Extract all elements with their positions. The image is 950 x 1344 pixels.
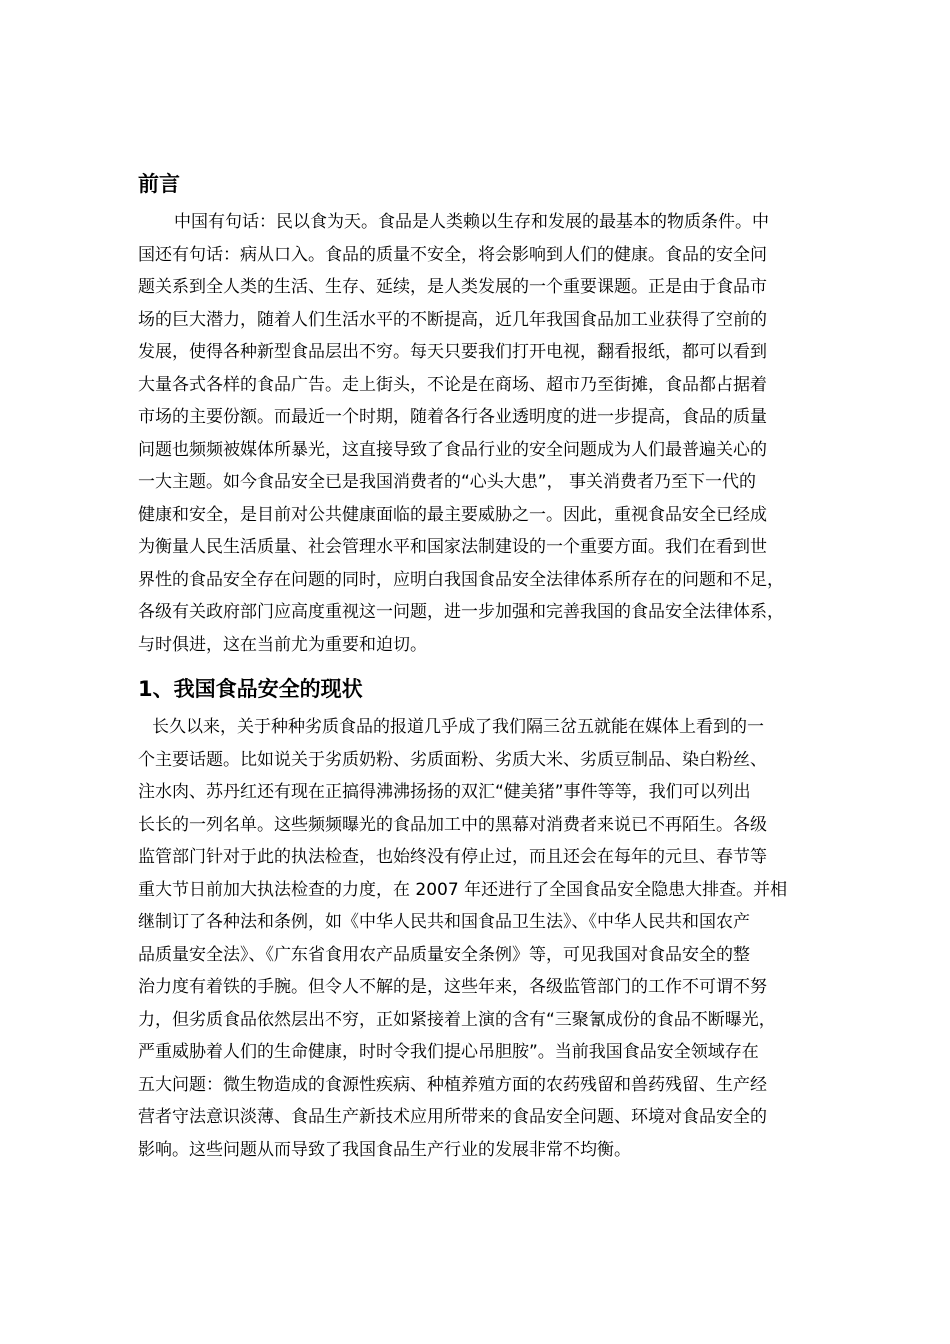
text-line: 治力度有着铁的手腕。但令人不解的是，这些年来，各级监管部门的工作不可谓不努 [138,977,767,997]
text-line: 场的巨大潜力，随着人们生活水平的不断提高，近几年我国食品加工业获得了空前的 [138,309,767,330]
text-line: 市场的主要份额。而最近一个时期，随着各行各业透明度的进一步提高，食品的质量 [138,407,767,427]
text-line: 与时俱进，这在当前尤为重要和迫切。 [138,634,427,655]
text-line: 国还有句话：病从口入。食品的质量不安全，将会影响到人们的健康。食品的安全问 [138,244,767,265]
text-line: 为衡量人民生活质量、社会管理水平和国家法制建设的一个重要方面。我们在看到世 [138,537,767,557]
text-line: 界性的食品安全存在问题的同时，应明白我国食品安全法律体系所存在的问题和不足， [138,569,784,590]
text-line: 题关系到全人类的生活、生存、延续，是人类发展的一个重要课题。正是由于食品市 [138,277,767,297]
text-line: 大量各式各样的食品广告。走上街头，不论是在商场、超市乃至街摊，食品都占据着 [138,374,767,395]
text-line: 力，但劣质食品依然层出不穷，正如紧接着上演的含有“三聚氰成份的食品不断曝光， [138,1009,776,1030]
text-line: 五大问题：微生物造成的食源性疾病、种植养殖方面的农药残留和兽药残留、生产经 [138,1074,767,1095]
text-line: 营者守法意识淡薄、食品生产新技术应用所带来的食品安全问题、环境对食品安全的 [138,1107,767,1127]
section-heading-preface: 前言 [138,172,180,196]
text-line: 健康和安全，是目前对公共健康面临的最主要威胁之一。因此，重视食品安全已经成 [138,504,767,525]
text-line: 严重威胁着人们的生命健康，时时令我们提心吊胆胺”。当前我国食品安全领域存在 [138,1042,759,1062]
text-line: 品质量安全法》、《广东省食用农产品质量安全条例》等，可见我国对食品安全的整 [138,944,750,965]
text-line: 重大节日前加大执法检查的力度，在 2007 年还进行了全国食品安全隐患大排查。并相 [138,879,788,900]
text-line: 个主要话题。比如说关于劣质奶粉、劣质面粉、劣质大米、劣质豆制品、染白粉丝、 [138,749,767,770]
text-line: 影响。这些问题从而导致了我国食品生产行业的发展非常不均衡。 [138,1139,631,1160]
document-body [138,168,858,1166]
text-line: 注水肉、苏丹红还有现在正搞得沸沸扬扬的双汇“健美猪”事件等等，我们可以列出 [138,782,751,802]
text-line: 继制订了各种法和条例，如《中华人民共和国食品卫生法》、《中华人民共和国农产 [138,912,750,932]
text-line: 各级有关政府部门应高度重视这一问题，进一步加强和完善我国的食品安全法律体系， [138,602,784,622]
text-line: 长久以来，关于种种劣质食品的报道几乎成了我们隔三岔五就能在媒体上看到的一 [152,717,764,737]
status-paragraph [138,711,858,1166]
text-line: 长长的一列名单。这些频频曝光的食品加工中的黑幕对消费者来说已不再陌生。各级 [138,814,767,835]
text-line: 发展，使得各种新型食品层出不穷。每天只要我们打开电视，翻看报纸，都可以看到 [138,342,767,362]
text-line: 中国有句话：民以食为天。食品是人类赖以生存和发展的最基本的物质条件。中 [174,212,769,232]
text-line: 监管部门针对于此的执法检查，也始终没有停止过，而且还会在每年的元旦、春节等 [138,847,767,867]
section-heading-status: 1、我国食品安全的现状 [138,677,363,701]
text-line: 一大主题。如今食品安全已是我国消费者的“心头大患”， 事关消费者乃至下一代的 [138,472,757,492]
text-line: 问题也频频被媒体所暴光，这直接导致了食品行业的安全问题成为人们最普遍关心的 [138,439,767,460]
preface-paragraph [138,206,858,661]
